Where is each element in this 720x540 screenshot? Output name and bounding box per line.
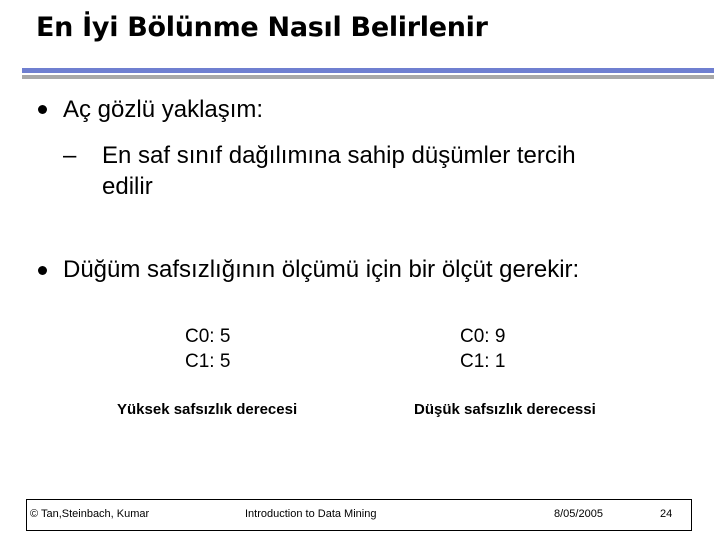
sub-bullet-dash: – [63, 142, 77, 169]
bullet-icon [38, 105, 47, 114]
example-low-c1: C1: 1 [460, 351, 506, 372]
example-low-c0: C0: 9 [460, 326, 506, 347]
example-high-c1: C1: 5 [185, 351, 231, 372]
footer-copyright: © Tan,Steinbach, Kumar [30, 508, 150, 520]
footer-date: 8/05/2005 [554, 508, 603, 520]
footer-page-number: 24 [660, 508, 673, 520]
bullet-icon [38, 266, 47, 275]
sub-bullet-1-line-2: edilir [102, 173, 153, 200]
example-high-caption: Yüksek safsızlık derecesi [117, 401, 298, 418]
footer-course: Introduction to Data Mining [245, 508, 377, 520]
slide-title: En İyi Bölünme Nasıl Belirlenir [36, 12, 488, 43]
bullet-2-text: Düğüm safsızlığının ölçümü için bir ölçüt gerekir: [63, 256, 580, 283]
bullet-1-text: Aç gözlü yaklaşım: [63, 96, 264, 123]
example-low-caption: Düşük safsızlık derecessi [414, 401, 596, 418]
title-rule-gray [22, 75, 714, 79]
sub-bullet-1-line-1: En saf sınıf dağılımına sahip düşümler tercih [102, 142, 576, 169]
title-rule-blue [22, 68, 714, 73]
example-high-c0: C0: 5 [185, 326, 231, 347]
